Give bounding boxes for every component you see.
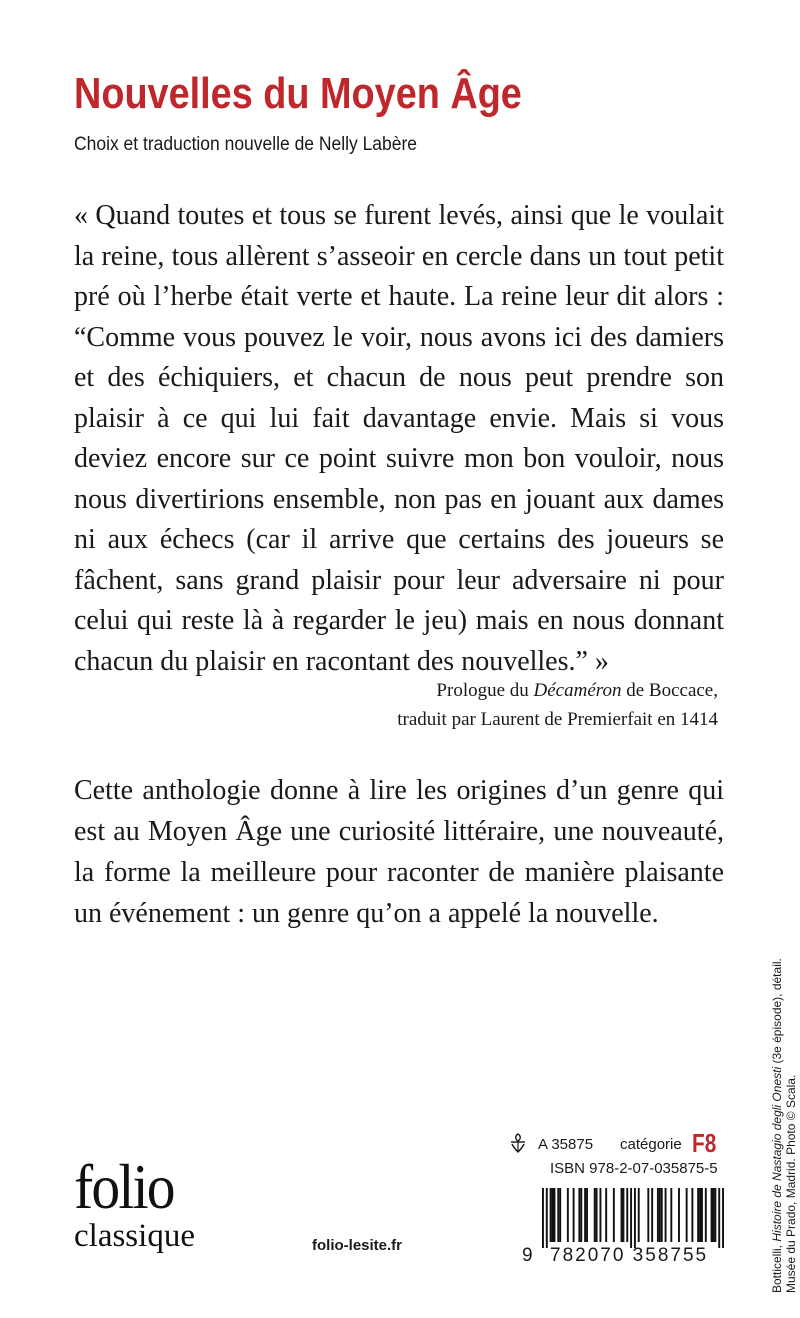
folio-classique-logo [74,1151,195,1254]
barcode-bar [713,1188,715,1242]
barcode-bar [605,1188,607,1242]
barcode-bar [638,1188,640,1242]
quote-excerpt: « Quand toutes et tous se furent levés, ainsi que le voulait la reine, tous allèrent s’asseoir en cercle dans un tout petit pré où l’herbe était verte et haute. La reine leur dit alors : “Comme vous pouvez le voir, nous avons ici des damiers et des échiquiers, et chacun de nous peut prendre son plaisir à ce qui lui fait davantage envie. Mais si vous deviez encore sur ce point suivre mon bon vouloir, nous nous divertirions ensemble, non pas en jouant aux dames ni aux échecs (car il arrive que certains des joueurs se fâchent, sans grand plaisir pour leur adversaire ni pour celui qui reste là à regarder le jeu) mais en nous donnant chacun du plaisir en racontant des nouvelles.” » [74,200,724,677]
barcode-bar [559,1188,561,1242]
barcode-bar [630,1188,632,1248]
barcode-bars [542,1188,724,1248]
translator-credit: Choix et traduction nouvelle de Nelly Labère [74,134,418,155]
barcode [508,1188,724,1274]
barcode-bar [665,1188,667,1242]
barcode-bar [542,1188,544,1248]
barcode-bar [691,1188,693,1242]
barcode-digits: 782070 358755 [550,1245,709,1266]
barcode-bar [626,1188,628,1242]
fleuron-icon [508,1132,528,1154]
back-cover-blurb: Cette anthologie donne à lire les origines d’un genre qui est au Moyen Âge une curiosité littéraire, une nouveauté, la forme la meilleure pour raconter de manière plaisante un événement : un genre qu’on a appelé la nouvelle. [74,775,724,929]
logo-classique: classique [74,1218,195,1254]
attribution-line2: traduit par Laurent de Premierfait en 1414 [397,709,718,730]
barcode-bar [651,1188,653,1242]
image-credit [770,913,798,1293]
barcode-bar [586,1188,588,1242]
logo-folio: folio [74,1151,174,1222]
barcode-bar [678,1188,680,1242]
barcode-bar [550,1188,552,1242]
barcode-bar [621,1188,623,1242]
category-value: F8 [692,1128,717,1158]
barcode-bar [599,1188,601,1242]
barcode-bar [647,1188,649,1242]
barcode-bar [580,1188,582,1242]
isbn: ISBN 978-2-07-035875-5 [550,1160,718,1177]
attribution-prefix: Prologue du [436,680,534,701]
barcode-bar [573,1188,575,1242]
barcode-bar [546,1188,548,1248]
barcode-bar [659,1188,661,1242]
barcode-bar [701,1188,703,1242]
barcode-bar [711,1188,713,1242]
image-credit-line2: Musée du Prado, Madrid. Photo © Scala. [784,1074,798,1293]
attribution-work: Décaméron [533,680,622,701]
attribution-suffix: de Boccace, [621,680,718,701]
barcode-bar [596,1188,598,1242]
barcode-prefix: 9 [522,1245,533,1266]
publisher-website: folio-lesite.fr [312,1237,403,1254]
barcode-bar [722,1188,724,1248]
quote-attribution [397,676,718,734]
barcode-bar [657,1188,659,1242]
barcode-bar [705,1188,707,1242]
barcode-bar [670,1188,672,1242]
barcode-bar [699,1188,701,1242]
barcode-bar [718,1188,720,1248]
barcode-bar [661,1188,663,1242]
barcode-bar [634,1188,636,1248]
barcode-bar [578,1188,580,1242]
catalog-line [508,1130,723,1160]
barcode-bar [557,1188,559,1242]
image-credit-line1: Botticelli, Histoire de Nastagio degli Onesti (3e épisode), détail. [770,958,784,1293]
barcode-bar [552,1188,554,1242]
barcode-bar [697,1188,699,1242]
barcode-bar [594,1188,596,1242]
category-label: catégorie [620,1136,682,1153]
barcode-bar [686,1188,688,1242]
barcode-bar [567,1188,569,1242]
barcode-bar [553,1188,555,1242]
barcode-bar [584,1188,586,1242]
catalog-code: A 35875 [538,1136,594,1153]
barcode-bar [613,1188,615,1242]
barcode-bar [622,1188,624,1242]
book-title: Nouvelles du Moyen Âge [74,69,522,118]
barcode-bar [714,1188,716,1242]
